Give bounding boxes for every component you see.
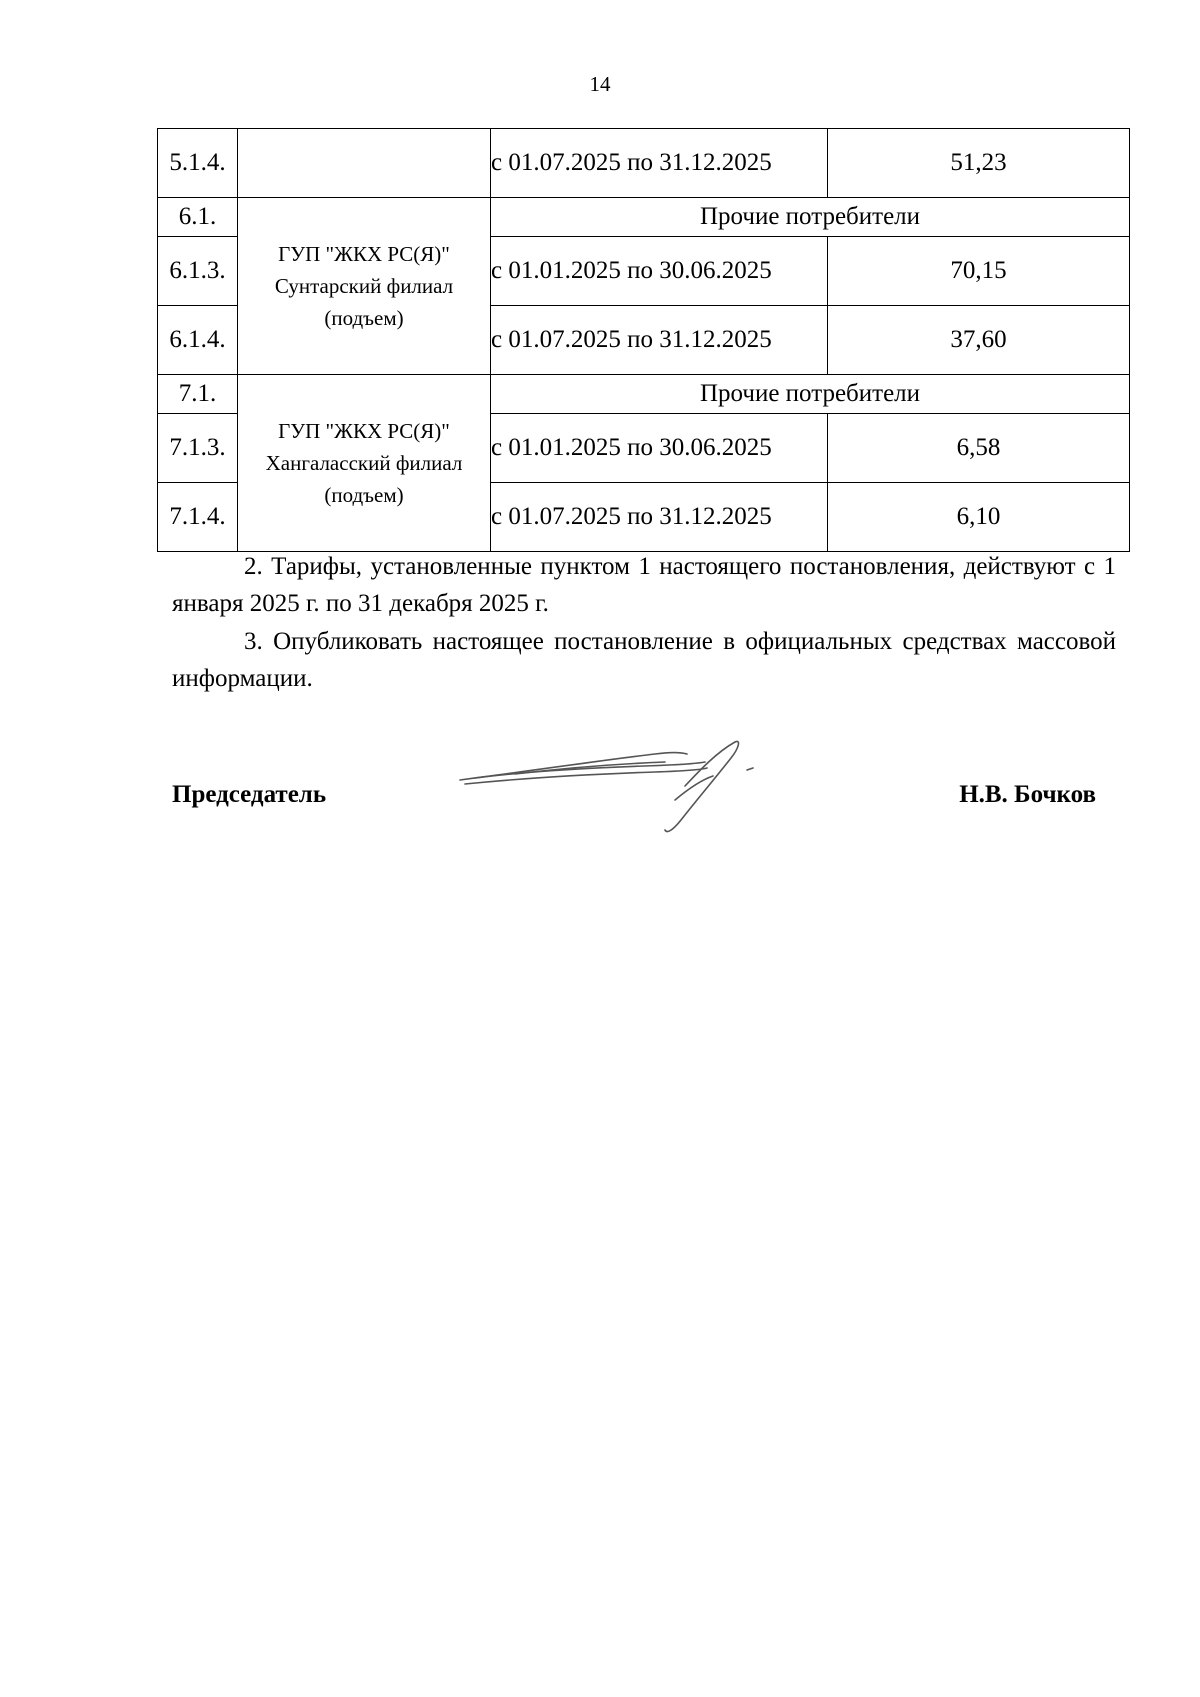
row-number: 7.1.4. [158,483,238,552]
organization-cell [238,375,491,552]
row-number: 6.1.4. [158,306,238,375]
tariff-value: 70,15 [828,237,1130,306]
paragraph-3: 3. Опубликовать настоящее постановление в официальных средствах массовой информации. [172,628,1116,692]
period-cell: с 01.01.2025 по 30.06.2025 [491,414,828,483]
signatory-title: Председатель [172,781,327,808]
row-number: 6.1. [158,198,238,237]
tariff-table [157,128,1130,552]
organization-cell [238,129,491,198]
signatory-name: Н.В. Бочков [959,781,1096,808]
organization-name: ГУП "ЖКХ РС(Я)" [278,242,450,266]
organization-branch: Сунтарский филиал [274,274,454,298]
organization-note: (подъем) [324,306,404,330]
table-row [158,198,1130,237]
table-row [158,375,1130,414]
tariff-value: 6,10 [828,483,1130,552]
consumer-category: Прочие потребители [491,375,1130,414]
paragraph-2: 2. Тарифы, установленные пунктом 1 настоящего постановления, действуют с 1 января 2025 г. по 31 декабря 2025 г. [172,553,1116,617]
page-number: 14 [589,72,611,96]
organization-name: ГУП "ЖКХ РС(Я)" [278,419,450,443]
row-number: 5.1.4. [158,129,238,198]
period-cell: с 01.07.2025 по 31.12.2025 [491,306,828,375]
period-cell: с 01.07.2025 по 31.12.2025 [491,483,828,552]
organization-branch: Хангаласский филиал [265,451,463,475]
period-cell: с 01.01.2025 по 30.06.2025 [491,237,828,306]
table-row [158,129,1130,198]
organization-note: (подъем) [324,483,404,507]
period-cell: с 01.07.2025 по 31.12.2025 [491,129,828,198]
row-number: 7.1. [158,375,238,414]
row-number: 6.1.3. [158,237,238,306]
tariff-value: 51,23 [828,129,1130,198]
tariff-value: 37,60 [828,306,1130,375]
tariff-value: 6,58 [828,414,1130,483]
organization-cell [238,198,491,375]
body-text [172,548,1116,698]
consumer-category: Прочие потребители [491,198,1130,237]
handwritten-signature [455,740,775,840]
row-number: 7.1.3. [158,414,238,483]
